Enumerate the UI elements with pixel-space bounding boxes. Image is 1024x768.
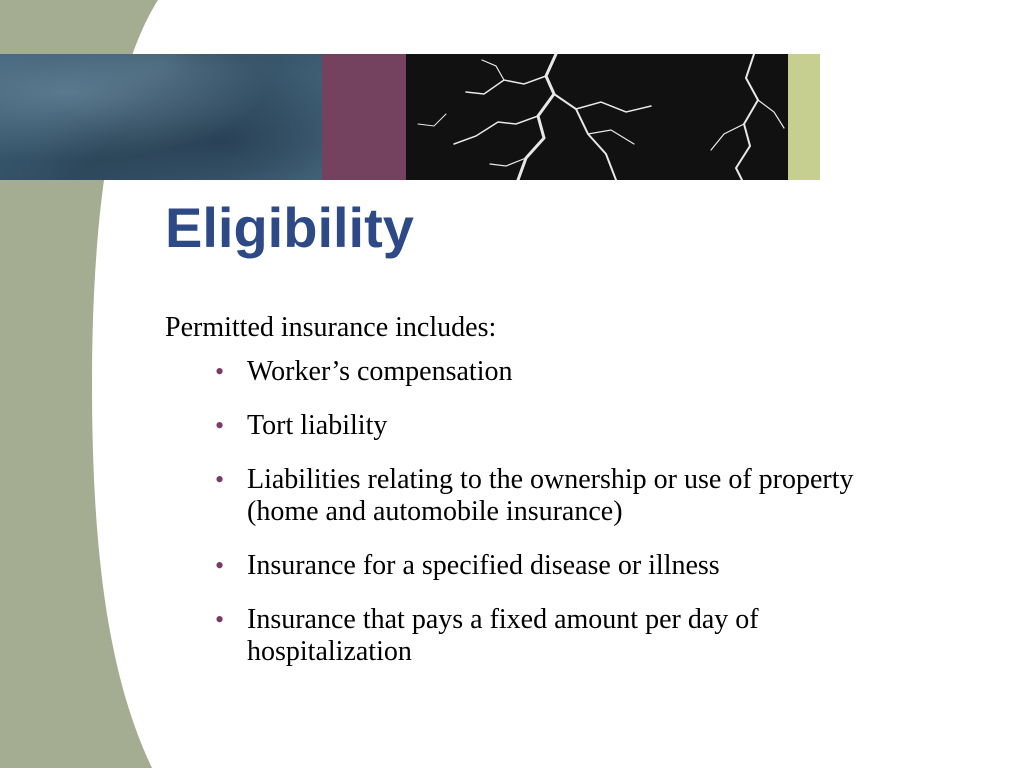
bullet-icon: •: [215, 551, 225, 580]
bullet-list: [165, 356, 925, 668]
lightning-icon: [406, 54, 788, 180]
slide-body: [165, 310, 925, 690]
bullet-icon: •: [215, 605, 225, 634]
list-item: [165, 464, 925, 528]
slide-title: Eligibility: [165, 196, 414, 259]
bullet-text: Insurance for a specified disease or illness: [247, 550, 720, 581]
list-item: [165, 356, 925, 388]
list-item: [165, 550, 925, 582]
bullet-text: Liabilities relating to the ownership or use of property (home and automobile insurance): [247, 464, 854, 527]
bullet-icon: •: [215, 465, 225, 494]
banner-purple-block: [322, 54, 406, 180]
bullet-icon: •: [215, 411, 225, 440]
header-banner: [0, 54, 820, 180]
texture-image: [0, 54, 322, 180]
bullet-text: Tort liability: [247, 410, 388, 441]
lightning-image: [406, 54, 788, 180]
bullet-text: Worker’s compensation: [247, 356, 513, 387]
bullet-text: Insurance that pays a fixed amount per day of hospitalization: [247, 604, 759, 667]
list-item: [165, 604, 925, 668]
list-item: [165, 410, 925, 442]
intro-text: Permitted insurance includes:: [165, 312, 497, 343]
bullet-icon: •: [215, 357, 225, 386]
banner-green-block: [788, 54, 820, 180]
